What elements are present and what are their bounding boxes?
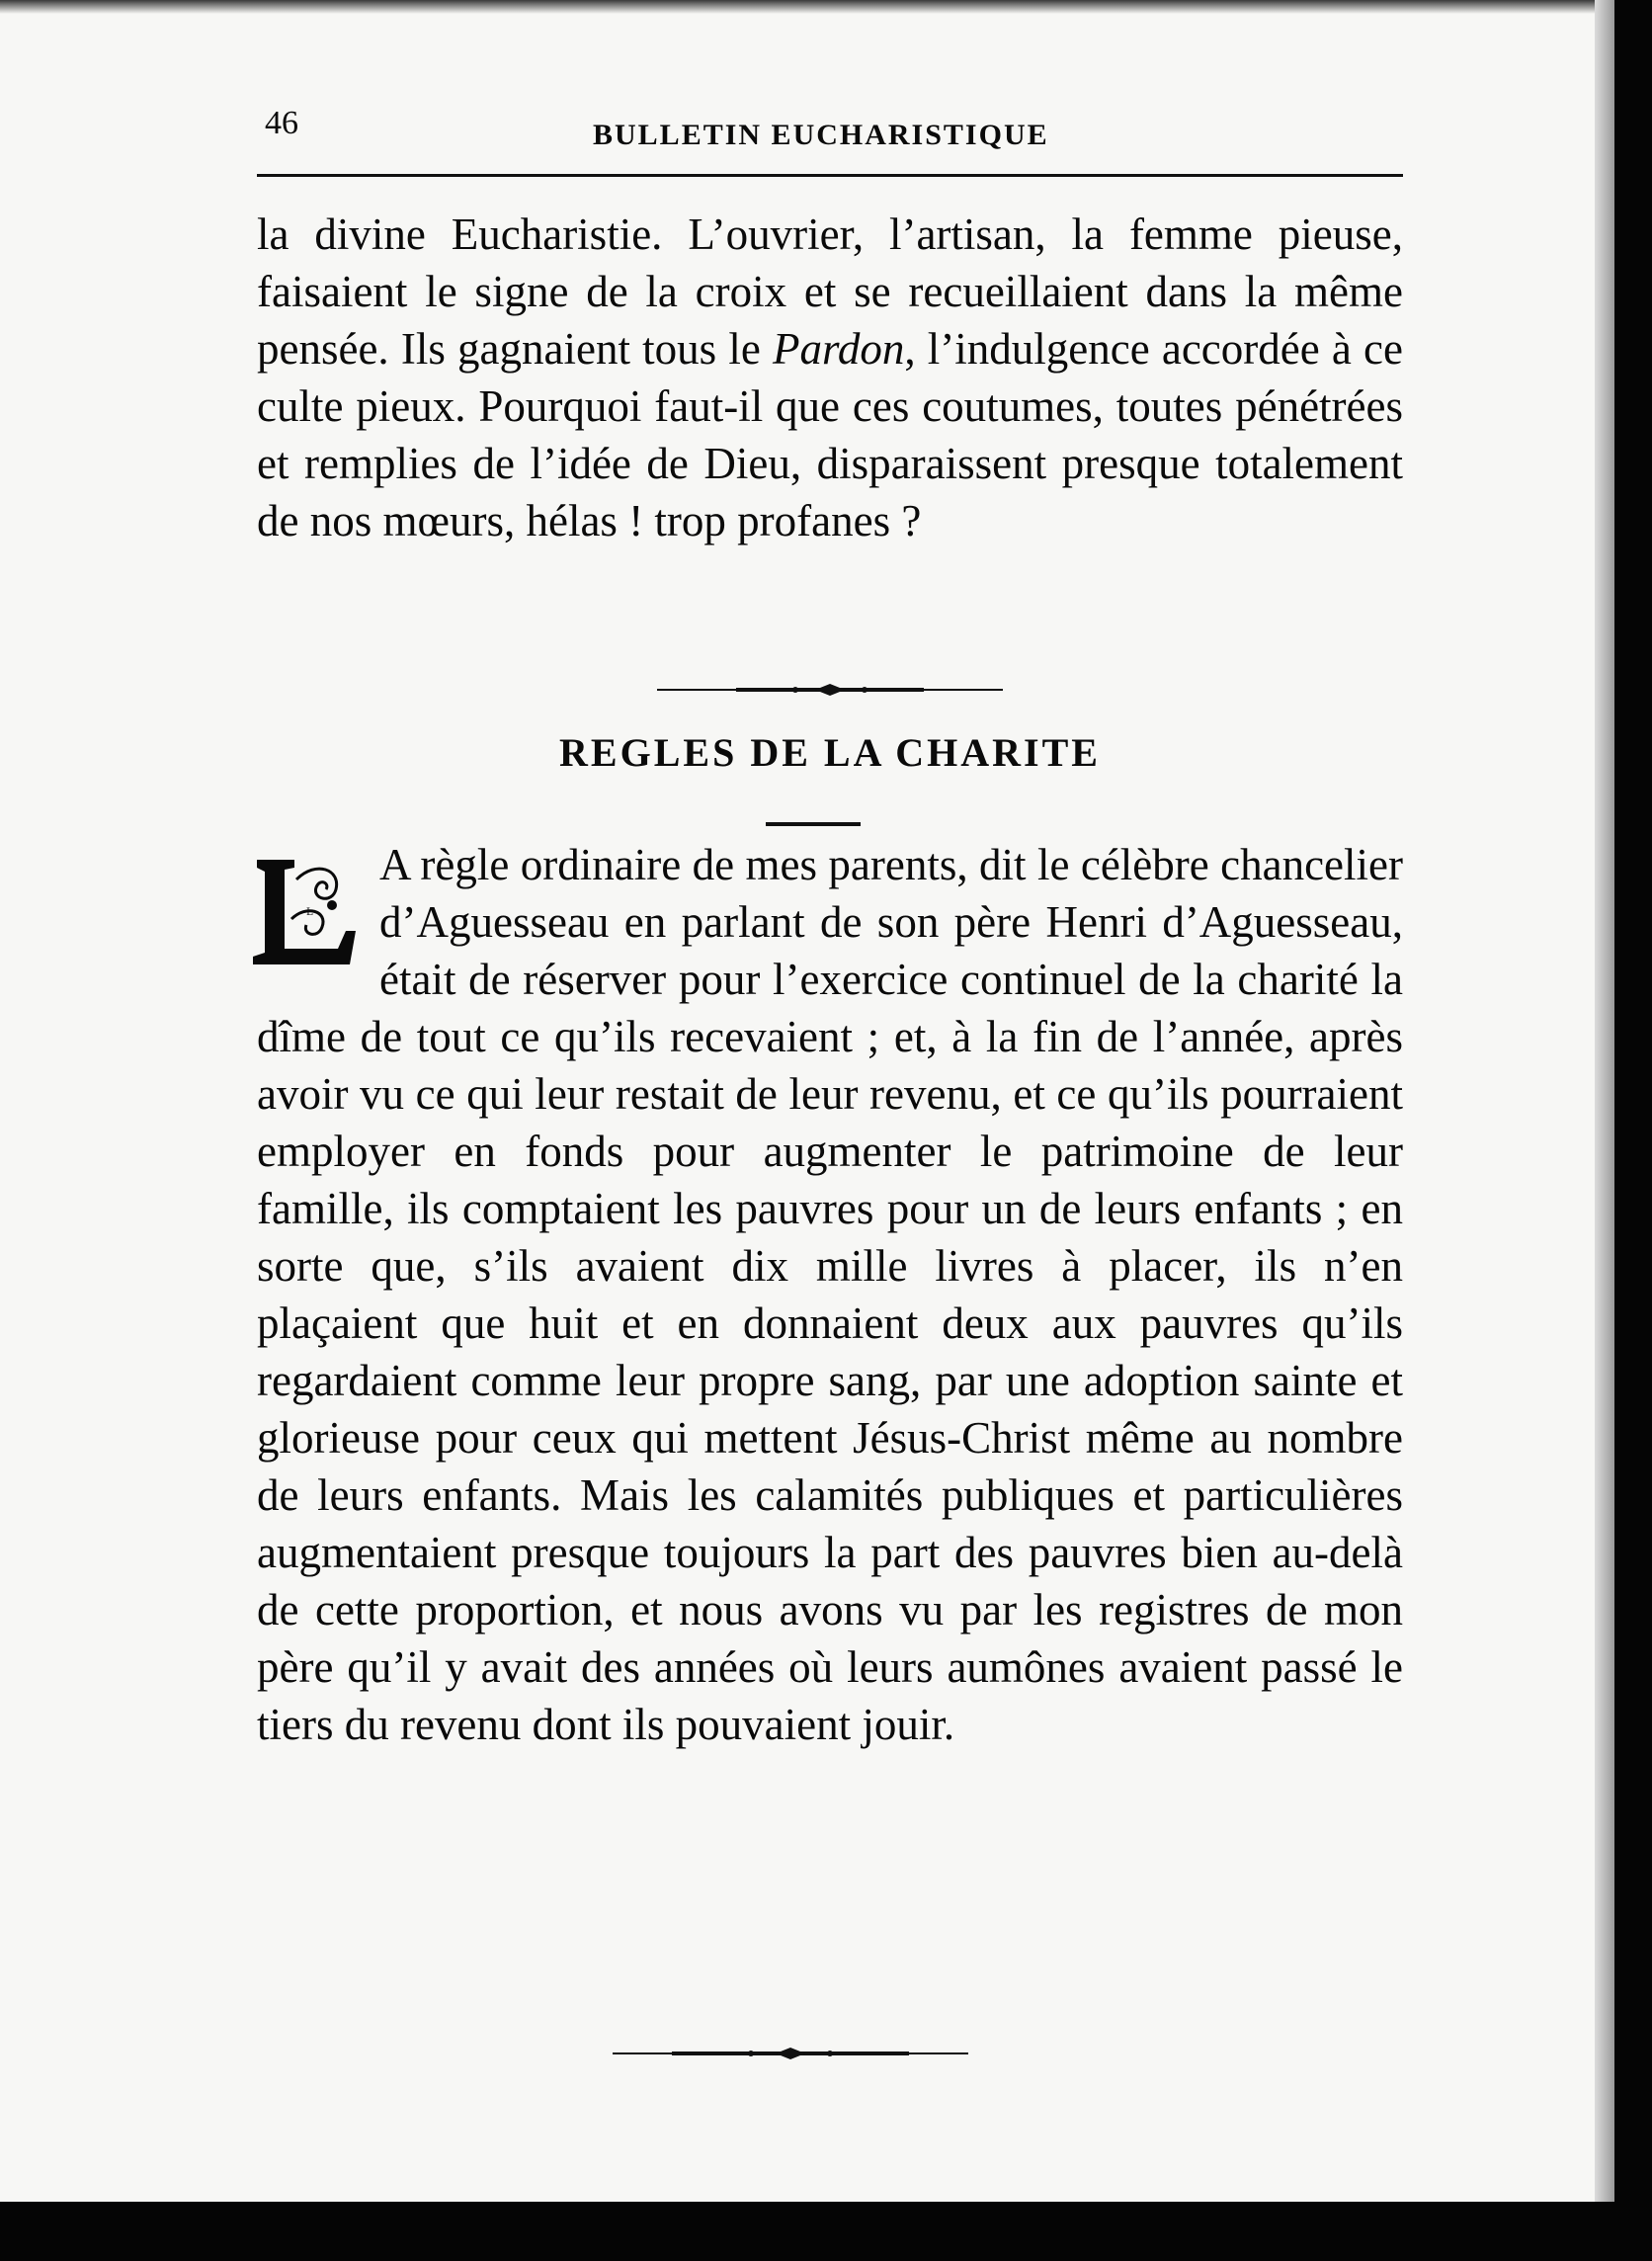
- drop-cap-l: [247, 850, 366, 970]
- ornament-divider-bottom: [613, 2046, 968, 2061]
- paragraph-2: [257, 836, 1403, 1753]
- section-title: REGLES DE LA CHARITE: [559, 730, 1101, 775]
- header-rule: [257, 174, 1403, 177]
- title-underline: [766, 822, 861, 826]
- paragraph-1: [257, 206, 1403, 549]
- page-number: 46: [265, 105, 298, 141]
- paragraph-1-italic: Pardon: [773, 324, 905, 374]
- drop-cap-letter-text: L: [306, 907, 313, 918]
- ornament-divider-top: [657, 682, 1003, 698]
- book-page: [227, 89, 1433, 1749]
- paragraph-2-text: A règle ordinaire de mes parents, dit le célèbre chancelier d’Aguesseau en parlant de son père Henri d’Aguesseau, était de réserver pour l’exercice continuel de la charité la dîme de tout ce qu’ils recevaient ; et, à la fin de l’année, après avoir vu ce qui leur restait de leur revenu, et ce qu’ils pourraient employer en fonds pour augmenter le patrimoine de leur famille, ils comptaient les pauvres pour un de leurs enfants ; en sorte que, s’ils avaient dix mille livres à placer, ils n’en plaçaient que huit et en donnaient deux aux pauvres qu’ils regardaient comme leur propre sang, par une adoption sainte et glorieuse pour ceux qui mettent Jésus-Christ même au nombre de leurs enfants. Mais les calamités publiques et particulières augmentaient presque toujours la part des pauvres bien au-delà de cette proportion, et nous avons vu par les registres de mon père qu’il y avait des années où leurs aumônes avaient passé le tiers du revenu dont ils pouvaient jouir.: [257, 840, 1403, 1749]
- scan-bottom-edge: [0, 2202, 1652, 2261]
- scan-right-edge: [1614, 0, 1652, 2261]
- paragraph-1-text: la divine Eucharistie. L’ouvrier, l’artisan, la femme pieuse, faisaient le signe de la croix et se recueillaient dans la même pensée. Ils gagnaient tous le: [257, 209, 1403, 374]
- paragraph-1-end: , l’indulgence accordée à ce culte pieux. Pourquoi faut-il que ces coutumes, toutes pénétrées et remplies de l’idée de Dieu, disparaissent presque totalement de nos mœurs, hélas ! trop profanes ?: [257, 324, 1403, 545]
- running-head: [227, 89, 1433, 168]
- running-title: BULLETIN EUCHARISTIQUE: [593, 119, 1049, 151]
- scan-top-edge: [0, 0, 1652, 14]
- book-gutter-shadow: [1595, 0, 1614, 2261]
